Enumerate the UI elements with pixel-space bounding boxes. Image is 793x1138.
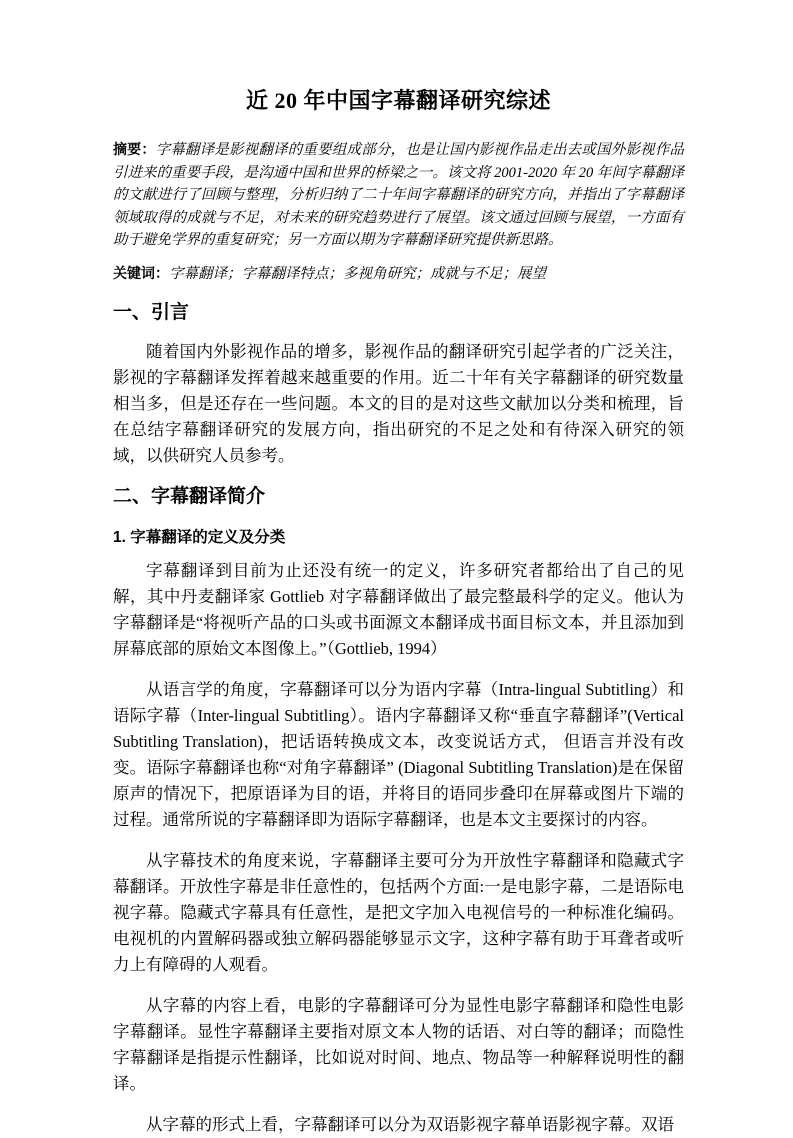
- abstract-text: 字幕翻译是影视翻译的重要组成部分，也是让国内影视作品走出去或国外影视作品引进来的重要手段，是沟通中国和世界的桥梁之一。该文将 2001-2020 年 20 年间字幕翻译的文献进行了回顾与整理，分析归纳了二十年间字幕翻译的研究方向，并指出了字幕翻译领域取得的成就与不足，对未来的研究趋势进行了展望。该文通过回顾与展望，一方面有助于避免学界的重复研究；另一方面以期为字幕翻译研究提供新思路。: [113, 142, 685, 248]
- subsection-heading-definition-classification: 1. 字幕翻译的定义及分类: [113, 529, 286, 546]
- paragraph: 从字幕技术的角度来说，字幕翻译主要可分为开放性字幕翻译和隐藏式字幕翻译。开放性字幕是非任意性的，包括两个方面:一是电影字幕，二是语际电视字幕。隐藏式字幕具有任意性，是把文字加入电视信号的一种标准化编码。电视机的内置解码器或独立解码器能够显示文字，这种字幕有助于耳聋者或听力上有障碍的人观看。: [113, 851, 684, 974]
- paragraph: 从字幕的内容上看，电影的字幕翻译可分为显性电影字幕翻译和隐性电影字幕翻译。显性字幕翻译主要指对原文本人物的话语、对白等的翻译；而隐性字幕翻译是指提示性翻译，比如说对时间、地点、物品等一种解释说明性的翻译。: [113, 996, 684, 1093]
- abstract: [113, 138, 684, 252]
- paragraph: 随着国内外影视作品的增多，影视作品的翻译研究引起学者的广泛关注，影视的字幕翻译发挥着越来越重要的作用。近二十年有关字幕翻译的研究数量相当多，但是还存在一些问题。本文的目的是对这些文献加以分类和梳理，旨在总结字幕翻译研究的发展方向，指出研究的不足之处和有待深入研究的领域，以供研究人员参考。: [113, 342, 684, 465]
- section-heading-subtitle-translation-overview: 二、字幕翻译简介: [113, 486, 266, 507]
- abstract-label: 摘要：: [113, 141, 156, 157]
- keywords-label: 关键词：: [113, 264, 169, 281]
- paragraph: 字幕翻译到目前为止还没有统一的定义，许多研究者都给出了自己的见解，其中丹麦翻译家 Gottlieb 对字幕翻译做出了最完整最科学的定义。他认为字幕翻译是“将视听产品的口头或书面源文本翻译成书面目标文本，并且添加到屏幕底部的原始文本图像上。”（Gottlieb, 1994）: [113, 561, 684, 658]
- section-heading-introduction: 一、引言: [113, 302, 190, 323]
- paragraph: 从语言学的角度，字幕翻译可以分为语内字幕（Intra-lingual Subtitling）和语际字幕（Inter-lingual Subtitling）。语内字幕翻译又称“垂直字幕翻译”(Vertical Subtitling Translation)，把话语转换成文本，改变说话方式， 但语言并没有改变。语际字幕翻译也称“对角字幕翻译” (Diagonal Subtitling Translation)是在保留原声的情况下，把原语译为目的语，并将目的语同步叠印在屏幕或图片下端的过程。通常所说的字幕翻译即为语际字幕翻译，也是本文主要探讨的内容。: [113, 680, 684, 829]
- document-title: 近 20 年中国字幕翻译研究综述: [245, 88, 551, 113]
- keywords-text: 字幕翻译；字幕翻译特点；多视角研究；成就与不足；展望: [169, 265, 546, 282]
- paragraph: 从字幕的形式上看，字幕翻译可以分为双语影视字幕单语影视字幕。双语: [146, 1115, 674, 1134]
- keywords: [113, 262, 684, 286]
